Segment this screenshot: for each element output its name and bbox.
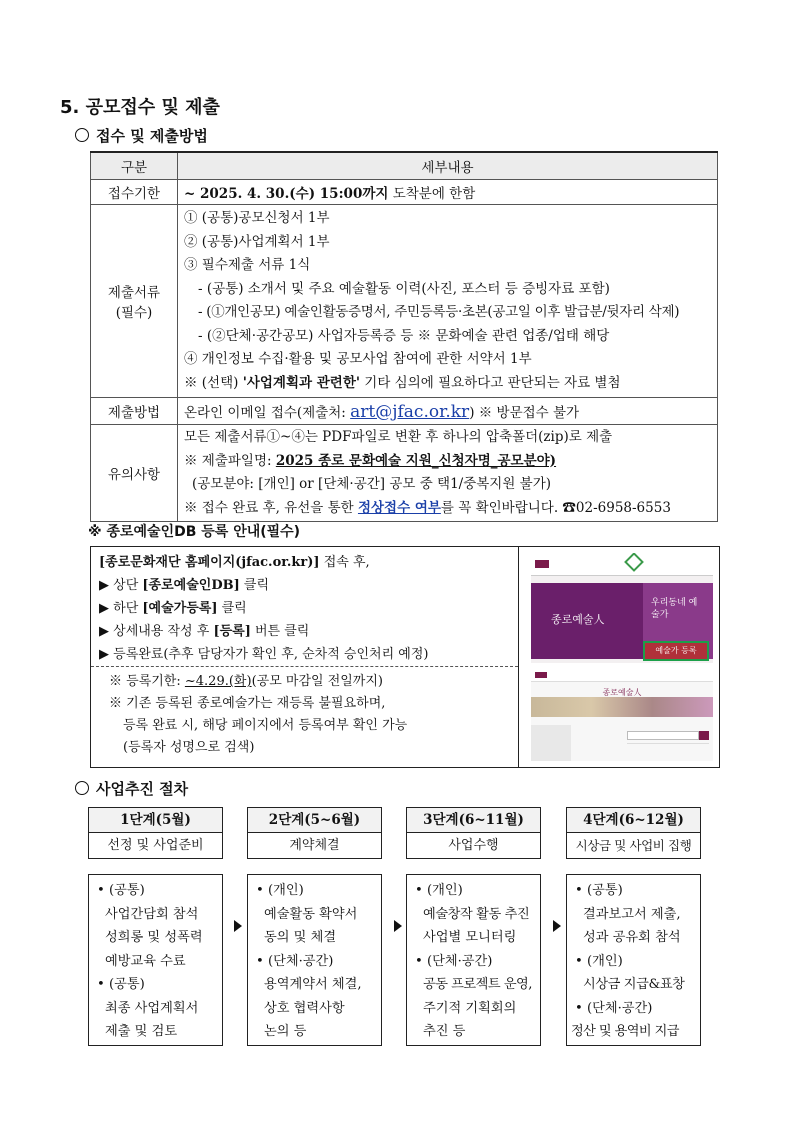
detail-line: 예방교육 수료 [105, 953, 186, 969]
reg-deadline-pre: ※ 등록기한: [109, 674, 185, 689]
detail-line: • (공통) [97, 883, 145, 898]
notes-contact-post: 를 꼭 확인바랍니다. ☎02-6958-6553 [440, 499, 671, 516]
notes-value [178, 425, 718, 522]
detail-line: 공동 프로젝트 운영, [423, 977, 532, 992]
table-row-notes [91, 425, 718, 522]
reg-step [99, 574, 428, 597]
detail-line: 사업별 모니터링 [423, 930, 517, 945]
stage-title: 3단계(6~11월) [407, 808, 540, 833]
documents-label-line2: (필수) [115, 305, 153, 321]
section-title-procedure [75, 778, 188, 799]
notes-contact-pre: ※ 접수 완료 후, 유선을 통한 [184, 499, 358, 516]
banner-illustration [531, 697, 713, 717]
detail-line: • (개인) [575, 953, 623, 969]
detail-line: • (개인) [415, 883, 463, 898]
registration-notes [109, 671, 407, 759]
detail-line: 성과 공유회 참석 [583, 930, 681, 945]
detail-line: 예술활동 확약서 [264, 906, 358, 922]
reg-step [99, 620, 428, 643]
detail-line: 최종 사업계획서 [105, 1000, 199, 1016]
notes-line: 모든 제출서류①~④는 PDF파일로 변환 후 하나의 압축폴더(zip)로 제출 [184, 429, 613, 445]
doc-subitem: - (①개인공모) 예술인활동증명서, 주민등록등·초본(공고일 이후 발급분/뒷자리 삭제) [198, 304, 680, 320]
section-title-submission [75, 125, 208, 146]
stage-detail-1 [88, 874, 223, 1046]
registration-box [90, 546, 720, 768]
artist-register-button[interactable]: 예술가 등록 [643, 641, 709, 661]
doc-optional-bold: '사업계획과 관련한' [242, 374, 360, 391]
site-logo-icon [535, 672, 547, 678]
reg-note: ※ 기존 등록된 종로예술가는 재등록 불필요하며, [109, 696, 386, 711]
detail-line: 결과보고서 제출, [583, 906, 681, 922]
circle-bullet-icon [75, 128, 89, 142]
deadline-label: 접수기한 [91, 180, 178, 205]
arrow-right-icon [234, 920, 242, 932]
stage-title: 1단계(5월) [89, 808, 222, 833]
reg-step: ▶ 등록완료(추후 담당자가 확인 후, 순차적 승인처리 예정) [99, 647, 429, 662]
list-divider [627, 743, 709, 744]
detail-line: 동의 및 체결 [264, 930, 337, 945]
reg-step-bold: [예술가등록] [142, 601, 218, 616]
table-row-deadline [91, 180, 718, 205]
section-title-text: 접수 및 제출방법 [96, 127, 208, 145]
circle-bullet-icon [75, 781, 89, 795]
detail-line: 논의 등 [264, 1024, 307, 1039]
detail-line: 추진 등 [423, 1024, 466, 1039]
header-category: 구분 [91, 152, 178, 180]
doc-optional [184, 372, 711, 396]
detail-line: 주기적 기획회의 [423, 1000, 517, 1016]
notes-filename-pre: ※ 제출파일명: [184, 452, 276, 469]
arrow-right-icon [394, 920, 402, 932]
table-row-documents [91, 205, 718, 398]
detail-line: 예술창작 활동 추진 [423, 906, 530, 922]
stage-subtitle: 시상금 및 사업비 집행 [575, 838, 692, 853]
documents-label [91, 205, 178, 398]
detail-line: 상호 협력사항 [264, 1000, 345, 1016]
reg-site-bold: [종로문화재단 홈페이지(jfac.or.kr)] [99, 555, 320, 570]
site-header-bar [531, 669, 713, 682]
registration-note-title: ※ 종로예술인DB 등록 안내(필수) [88, 524, 301, 540]
reg-step-pre: ▶ 하단 [99, 601, 143, 616]
stage-box-1 [88, 807, 223, 859]
reg-step-pre: ▶ 상단 [99, 578, 143, 593]
notes-contact [184, 497, 711, 521]
section-title-text: 사업추진 절차 [96, 780, 189, 798]
reg-deadline-date: ~4.29.(화) [184, 674, 252, 689]
reg-step-post: 버튼 클릭 [250, 624, 310, 639]
documents-label-line1: 제출서류 [107, 285, 161, 301]
reg-step-bold: [종로예술인DB] [142, 578, 240, 593]
doc-optional-post: 기타 심의에 필요하다고 판단되는 자료 별첨 [360, 374, 621, 391]
stage-box-4 [566, 807, 701, 859]
detail-line: • (단체·공간) [256, 953, 334, 969]
detail-line: 용역계약서 체결, [264, 977, 362, 992]
reg-step-post: 클릭 [217, 601, 247, 616]
notes-line: (공모분야: [개인] or [단체·공간] 공모 중 택1/중복지원 불가) [192, 476, 552, 492]
submission-table [90, 151, 718, 522]
doc-item: ② (공통)사업계획서 1부 [184, 233, 330, 250]
detail-line: • (단체·공간) [415, 953, 493, 969]
reg-step-post: 클릭 [239, 578, 269, 593]
detail-line: 성희롱 및 성폭력 [105, 930, 203, 945]
deadline-rest: 도착분에 한함 [388, 186, 476, 202]
detail-line: 제출 및 검토 [105, 1024, 178, 1039]
method-value [178, 398, 718, 425]
reg-note: (등록자 성명으로 검색) [123, 740, 255, 755]
stage-detail-2 [247, 874, 382, 1046]
confirm-receipt-link[interactable]: 정상접수 여부 [357, 499, 441, 516]
page-title: 종로예술人 [602, 688, 642, 697]
doc-item: ④ 개인정보 수집·활용 및 공모사업 참여에 관한 서약서 1부 [184, 351, 532, 367]
dashed-divider [91, 666, 518, 667]
header-details: 세부내용 [178, 152, 718, 180]
notes-filename-format: 2025 종로 문화예술 지원_신청자명_공모분야) [275, 452, 557, 469]
reg-step [99, 597, 428, 620]
notes-label: 유의사항 [91, 425, 178, 522]
map-illustration [531, 725, 571, 761]
doc-item: ③ 필수제출 서류 1식 [184, 257, 311, 273]
side-banner-label: 우리동네 예술가 [651, 598, 698, 620]
reg-step-pre: ▶ 상세내용 작성 후 [99, 624, 214, 639]
search-field[interactable] [627, 731, 699, 740]
doc-optional-pre: ※ (선택) [184, 374, 243, 391]
stage-box-2 [247, 807, 382, 859]
method-label: 제출방법 [91, 398, 178, 425]
reg-step [99, 551, 428, 574]
reg-step-bold: [등록] [213, 624, 251, 639]
detail-line: • (공통) [575, 883, 623, 898]
notes-filename [184, 450, 711, 474]
stage-detail-3 [406, 874, 541, 1046]
method-post: ) ※ 방문접수 불가 [469, 404, 580, 421]
arrow-right-icon [553, 920, 561, 932]
deadline-bold: ~ 2025. 4. 30.(수) 15:00까지 [184, 186, 389, 202]
site-logo-icon [535, 560, 549, 568]
detail-line: • (개인) [256, 883, 304, 898]
table-row-method [91, 398, 718, 425]
website-screenshot-register [531, 669, 713, 761]
reg-deadline-post: (공모 마감일 전일까지) [251, 674, 383, 689]
documents-list [178, 205, 718, 398]
doc-subitem: - (공통) 소개서 및 주요 예술활동 이력(사진, 포스터 등 증빙자료 포함) [198, 280, 610, 297]
detail-line: 사업간담회 참석 [105, 906, 199, 922]
stage-title: 2단계(5~6월) [248, 808, 381, 833]
search-button[interactable] [699, 731, 709, 740]
hero-label: 종로예술人 [551, 613, 605, 626]
detail-line: • (단체·공간) [575, 1000, 653, 1016]
detail-line: 시상금 지급&표창 [583, 977, 685, 992]
stage-subtitle: 계약체결 [289, 838, 340, 853]
reg-deadline [109, 671, 407, 693]
stage-title: 4단계(6~12월) [567, 808, 700, 833]
registration-steps [99, 551, 428, 666]
detail-line: 정산 및 용역비 지급 [571, 1024, 679, 1039]
table-header-row [91, 152, 718, 180]
vertical-divider [518, 547, 519, 767]
page-heading: 5. 공모접수 및 제출 [60, 97, 220, 118]
detail-line: • (공통) [97, 977, 145, 992]
deadline-value [178, 180, 718, 205]
site-header-bar [531, 553, 713, 576]
stage-subtitle: 사업수행 [448, 838, 499, 853]
email-link[interactable]: art@jfac.or.kr [350, 401, 470, 422]
reg-note: 등록 완료 시, 해당 페이지에서 등록여부 확인 가능 [123, 718, 408, 733]
stage-box-3 [406, 807, 541, 859]
reg-site-rest: 접속 후, [319, 555, 370, 570]
stage-detail-4 [566, 874, 701, 1046]
website-screenshot-artistdb [531, 553, 713, 663]
doc-item: ① (공통)공모신청서 1부 [184, 210, 330, 226]
stage-subtitle: 선정 및 사업준비 [107, 838, 204, 853]
doc-subitem: - (②단체·공간공모) 사업자등록증 등 ※ 문화예술 관련 업종/업태 해당 [198, 327, 610, 344]
method-pre: 온라인 이메일 접수(제출처: [184, 404, 351, 421]
